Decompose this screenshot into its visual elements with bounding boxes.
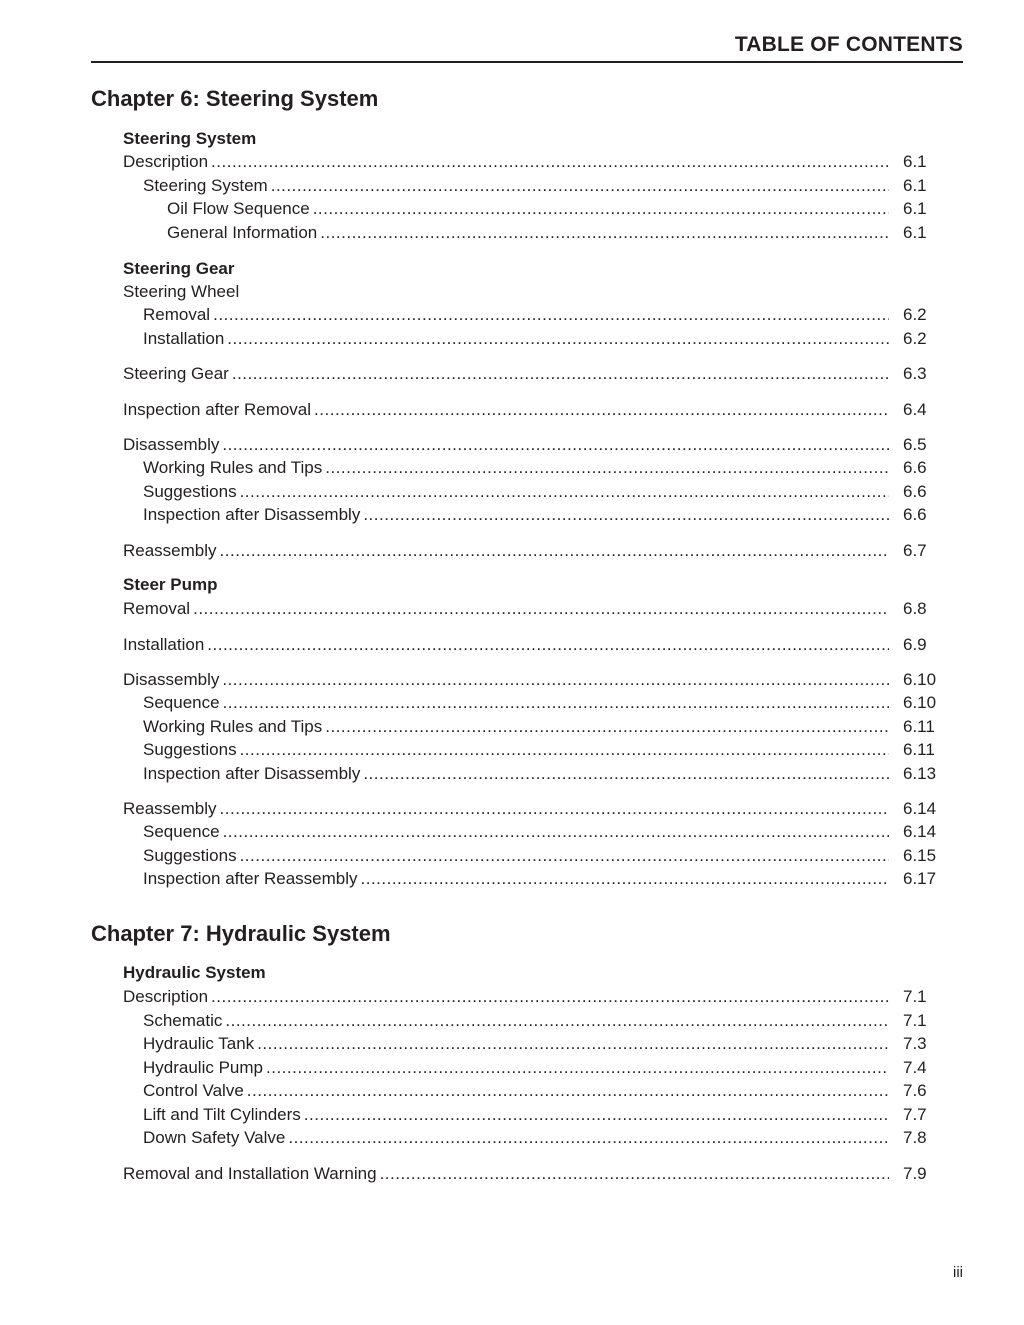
toc-entry-label: Removal <box>123 599 191 618</box>
toc-entry-label: Inspection after Disassembly <box>143 764 361 783</box>
toc-entry-page: 6.13 <box>903 764 937 783</box>
toc-entry[interactable] <box>123 868 893 890</box>
leader-dots <box>223 692 889 714</box>
leader-dots <box>193 598 889 620</box>
chapter-6-title: Chapter 6: Steering System <box>91 86 379 111</box>
leader-dots <box>240 481 889 503</box>
page-number: iii <box>953 1264 963 1281</box>
toc-entry[interactable] <box>123 763 893 785</box>
toc-entry-page: 6.3 <box>903 364 927 383</box>
toc-entry-page: 6.5 <box>903 435 927 454</box>
toc-entry-label: Schematic <box>143 1011 223 1030</box>
toc-entry-label: Sequence <box>143 693 220 712</box>
leader-dots <box>225 1010 889 1032</box>
toc-entry[interactable] <box>123 540 893 562</box>
leader-dots <box>247 1080 889 1102</box>
leader-dots <box>227 328 889 350</box>
leader-dots <box>320 222 889 244</box>
toc-entry-page: 6.1 <box>903 152 927 171</box>
leader-dots <box>325 457 889 479</box>
page-header <box>91 33 963 63</box>
toc-entry[interactable] <box>123 1080 893 1102</box>
leader-dots <box>207 634 889 656</box>
toc-entry[interactable] <box>123 1010 893 1032</box>
toc-entry[interactable] <box>123 634 893 656</box>
leader-dots <box>222 434 889 456</box>
toc-entry-page: 7.3 <box>903 1034 927 1053</box>
toc-entry-label: Lift and Tilt Cylinders <box>143 1105 301 1124</box>
leader-dots <box>314 399 889 421</box>
toc-entry[interactable] <box>123 716 893 738</box>
toc-entry-page: 7.1 <box>903 1011 927 1030</box>
toc-entry-label: Working Rules and Tips <box>143 717 323 736</box>
toc-entry[interactable] <box>123 1163 893 1185</box>
toc-entry-label: Inspection after Removal <box>123 400 312 419</box>
leader-dots <box>380 1163 889 1185</box>
toc-entry-page: 6.1 <box>903 223 927 242</box>
toc-entry-page: 6.6 <box>903 458 927 477</box>
toc-entry-page: 6.8 <box>903 599 927 618</box>
leader-dots <box>361 868 890 890</box>
leader-dots <box>240 845 889 867</box>
leader-dots <box>223 821 889 843</box>
toc-entry[interactable] <box>123 304 893 326</box>
toc-entry-page: 7.7 <box>903 1105 927 1124</box>
toc-entry-page: 6.2 <box>903 305 927 324</box>
toc-entry[interactable] <box>123 821 893 843</box>
toc-entry-page: 6.11 <box>903 740 935 759</box>
toc-entry-page: 7.6 <box>903 1081 927 1100</box>
toc-entry-label: Inspection after Reassembly <box>143 869 358 888</box>
toc-entry[interactable] <box>123 598 893 620</box>
toc-entry-label: Suggestions <box>143 482 237 501</box>
toc-entry-page: 6.7 <box>903 541 927 560</box>
toc-entry-page: 6.11 <box>903 717 935 736</box>
toc-entry[interactable] <box>123 986 893 1008</box>
toc-entry-label: Sequence <box>143 822 220 841</box>
toc-entry-label: Hydraulic Tank <box>143 1034 255 1053</box>
toc-entry[interactable] <box>123 669 893 691</box>
header-title: TABLE OF CONTENTS <box>734 33 963 56</box>
subheading-steering-wheel: Steering Wheel <box>123 282 240 301</box>
toc-entry-page: 6.10 <box>903 670 937 689</box>
leader-dots <box>220 798 889 820</box>
group-title-steer-pump: Steer Pump <box>123 575 218 594</box>
toc-entry-label: Installation <box>143 329 225 348</box>
leader-dots <box>211 986 889 1008</box>
toc-entry-label: Description <box>123 152 209 171</box>
toc-entry-page: 7.9 <box>903 1164 927 1183</box>
toc-entry[interactable] <box>123 739 893 761</box>
toc-entry-label: General Information <box>167 223 318 242</box>
toc-entry-label: Steering System <box>143 176 268 195</box>
leader-dots <box>271 175 889 197</box>
toc-entry[interactable] <box>123 1057 893 1079</box>
group-title-steering-gear: Steering Gear <box>123 259 235 278</box>
leader-dots <box>232 363 889 385</box>
toc-entry-label: Disassembly <box>123 670 220 689</box>
toc-entry-label: Suggestions <box>143 740 237 759</box>
toc-entry[interactable] <box>123 798 893 820</box>
toc-entry[interactable] <box>123 434 893 456</box>
leader-dots <box>313 198 889 220</box>
toc-entry[interactable] <box>123 399 893 421</box>
toc-entry[interactable] <box>123 328 893 350</box>
toc-entry-page: 7.8 <box>903 1128 927 1147</box>
toc-entry-page: 6.1 <box>903 176 927 195</box>
toc-entry-page: 6.10 <box>903 693 937 712</box>
leader-dots <box>304 1104 889 1126</box>
toc-entry-label: Inspection after Disassembly <box>143 505 361 524</box>
toc-entry-label: Hydraulic Pump <box>143 1058 263 1077</box>
toc-entry-page: 7.4 <box>903 1058 927 1077</box>
toc-entry-page: 6.1 <box>903 199 927 218</box>
toc-entry[interactable] <box>123 1033 893 1055</box>
toc-entry-label: Down Safety Valve <box>143 1128 286 1147</box>
toc-entry-label: Reassembly <box>123 799 217 818</box>
toc-entry-label: Disassembly <box>123 435 220 454</box>
group-title-steering-system: Steering System <box>123 129 257 148</box>
toc-entry[interactable] <box>123 198 893 220</box>
toc-entry[interactable] <box>123 845 893 867</box>
toc-entry-page: 6.4 <box>903 400 927 419</box>
toc-entry-page: 6.15 <box>903 846 937 865</box>
leader-dots <box>363 763 889 785</box>
leader-dots <box>222 669 889 691</box>
toc-entry-page: 7.1 <box>903 987 927 1006</box>
toc-entry[interactable] <box>123 151 893 173</box>
leader-dots <box>257 1033 889 1055</box>
toc-entry-page: 6.2 <box>903 329 927 348</box>
toc-entry[interactable] <box>123 457 893 479</box>
toc-entry-label: Control Valve <box>143 1081 244 1100</box>
toc-entry-page: 6.14 <box>903 799 937 818</box>
toc-entry[interactable] <box>123 175 893 197</box>
toc-entry[interactable] <box>123 1127 893 1149</box>
toc-entry-page: 6.14 <box>903 822 937 841</box>
leader-dots <box>266 1057 889 1079</box>
toc-entry-page: 6.6 <box>903 482 927 501</box>
leader-dots <box>288 1127 889 1149</box>
leader-dots <box>363 504 889 526</box>
toc-entry[interactable] <box>123 692 893 714</box>
leader-dots <box>220 540 889 562</box>
toc-entry-label: Steering Gear <box>123 364 229 383</box>
toc-entry[interactable] <box>123 1104 893 1126</box>
toc-entry[interactable] <box>123 222 893 244</box>
toc-entry-page: 6.9 <box>903 635 927 654</box>
toc-entry[interactable] <box>123 504 893 526</box>
toc-entry-label: Oil Flow Sequence <box>167 199 310 218</box>
toc-entry-label: Description <box>123 987 209 1006</box>
toc-entry-page: 6.17 <box>903 869 937 888</box>
chapter-7-title: Chapter 7: Hydraulic System <box>91 921 391 946</box>
leader-dots <box>213 304 889 326</box>
leader-dots <box>211 151 889 173</box>
group-title-hydraulic-system: Hydraulic System <box>123 963 266 982</box>
leader-dots <box>325 716 889 738</box>
toc-entry-label: Removal <box>143 305 211 324</box>
toc-entry[interactable] <box>123 363 893 385</box>
leader-dots <box>240 739 889 761</box>
toc-entry-label: Reassembly <box>123 541 217 560</box>
toc-entry-label: Installation <box>123 635 205 654</box>
toc-entry-label: Working Rules and Tips <box>143 458 323 477</box>
toc-entry-label: Suggestions <box>143 846 237 865</box>
toc-entry[interactable] <box>123 481 893 503</box>
toc-entry-label: Removal and Installation Warning <box>123 1164 377 1183</box>
toc-entry-page: 6.6 <box>903 505 927 524</box>
